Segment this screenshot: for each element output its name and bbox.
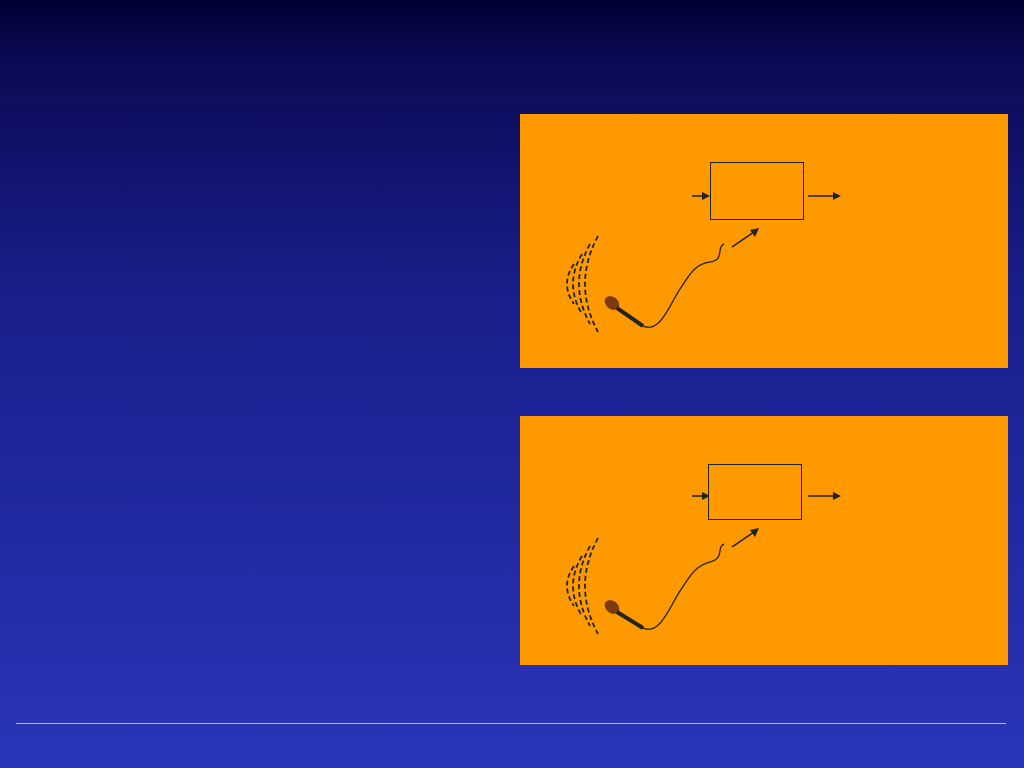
fm-diagram-graphic bbox=[520, 416, 1008, 665]
frequency-modulator-box bbox=[708, 464, 802, 520]
footer-divider bbox=[16, 723, 1006, 724]
microphone-icon bbox=[602, 244, 724, 327]
fm-diagram bbox=[520, 416, 1008, 665]
am-diagram bbox=[520, 114, 1008, 368]
sound-waves-icon bbox=[567, 236, 598, 332]
microphone-icon bbox=[602, 544, 724, 629]
sound-waves-icon bbox=[567, 538, 598, 634]
slide-body bbox=[45, 90, 515, 123]
am-diagram-graphic bbox=[520, 114, 1008, 368]
amplitude-modulator-box bbox=[710, 162, 804, 220]
